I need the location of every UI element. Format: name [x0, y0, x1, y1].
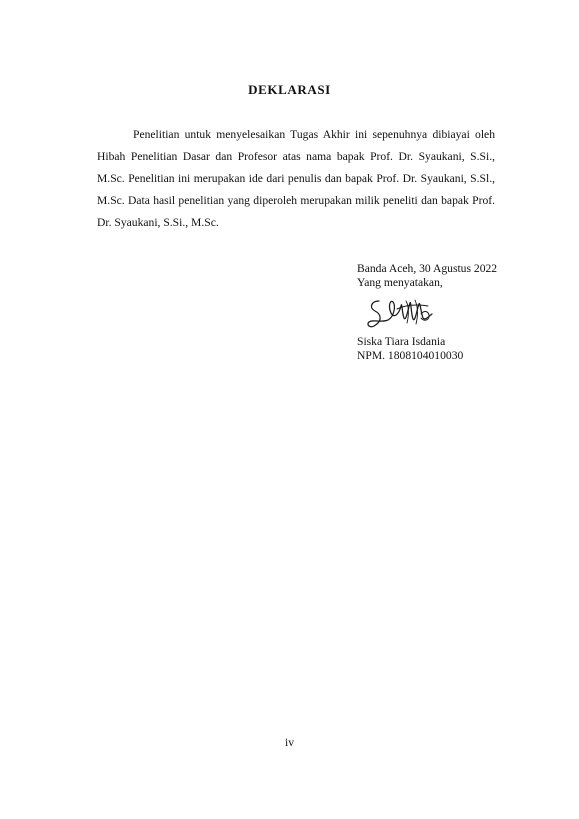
- page-number: iv: [284, 736, 295, 749]
- signer-name: Siska Tiara Isdania: [357, 335, 446, 348]
- declaration-paragraph: Penelitian untuk menyelesaikan Tugas Akhir ini sepenuhnya dibiayai oleh Hibah Penelitian Dasar dan Profesor atas nama bapak Prof. Dr. Syaukani, S.Si., M.Sc. Penelitian ini merupakan ide dari penulis dan bapak Prof. Dr. Syaukani, S.Sl., M.Sc. Data hasil penelitian yang diperoleh merupakan milik peneliti dan bapak Prof. Dr. Syaukani, S.Si., M.Sc.: [97, 128, 495, 229]
- place-date: Banda Aceh, 30 Agustus 2022: [357, 262, 498, 275]
- page-title: DEKLARASI: [248, 82, 331, 97]
- handwritten-signature: [363, 291, 435, 335]
- statement-label: Yang menyatakan,: [357, 276, 443, 289]
- signature-block: [357, 262, 537, 363]
- signer-id: NPM. 1808104010030: [357, 349, 464, 362]
